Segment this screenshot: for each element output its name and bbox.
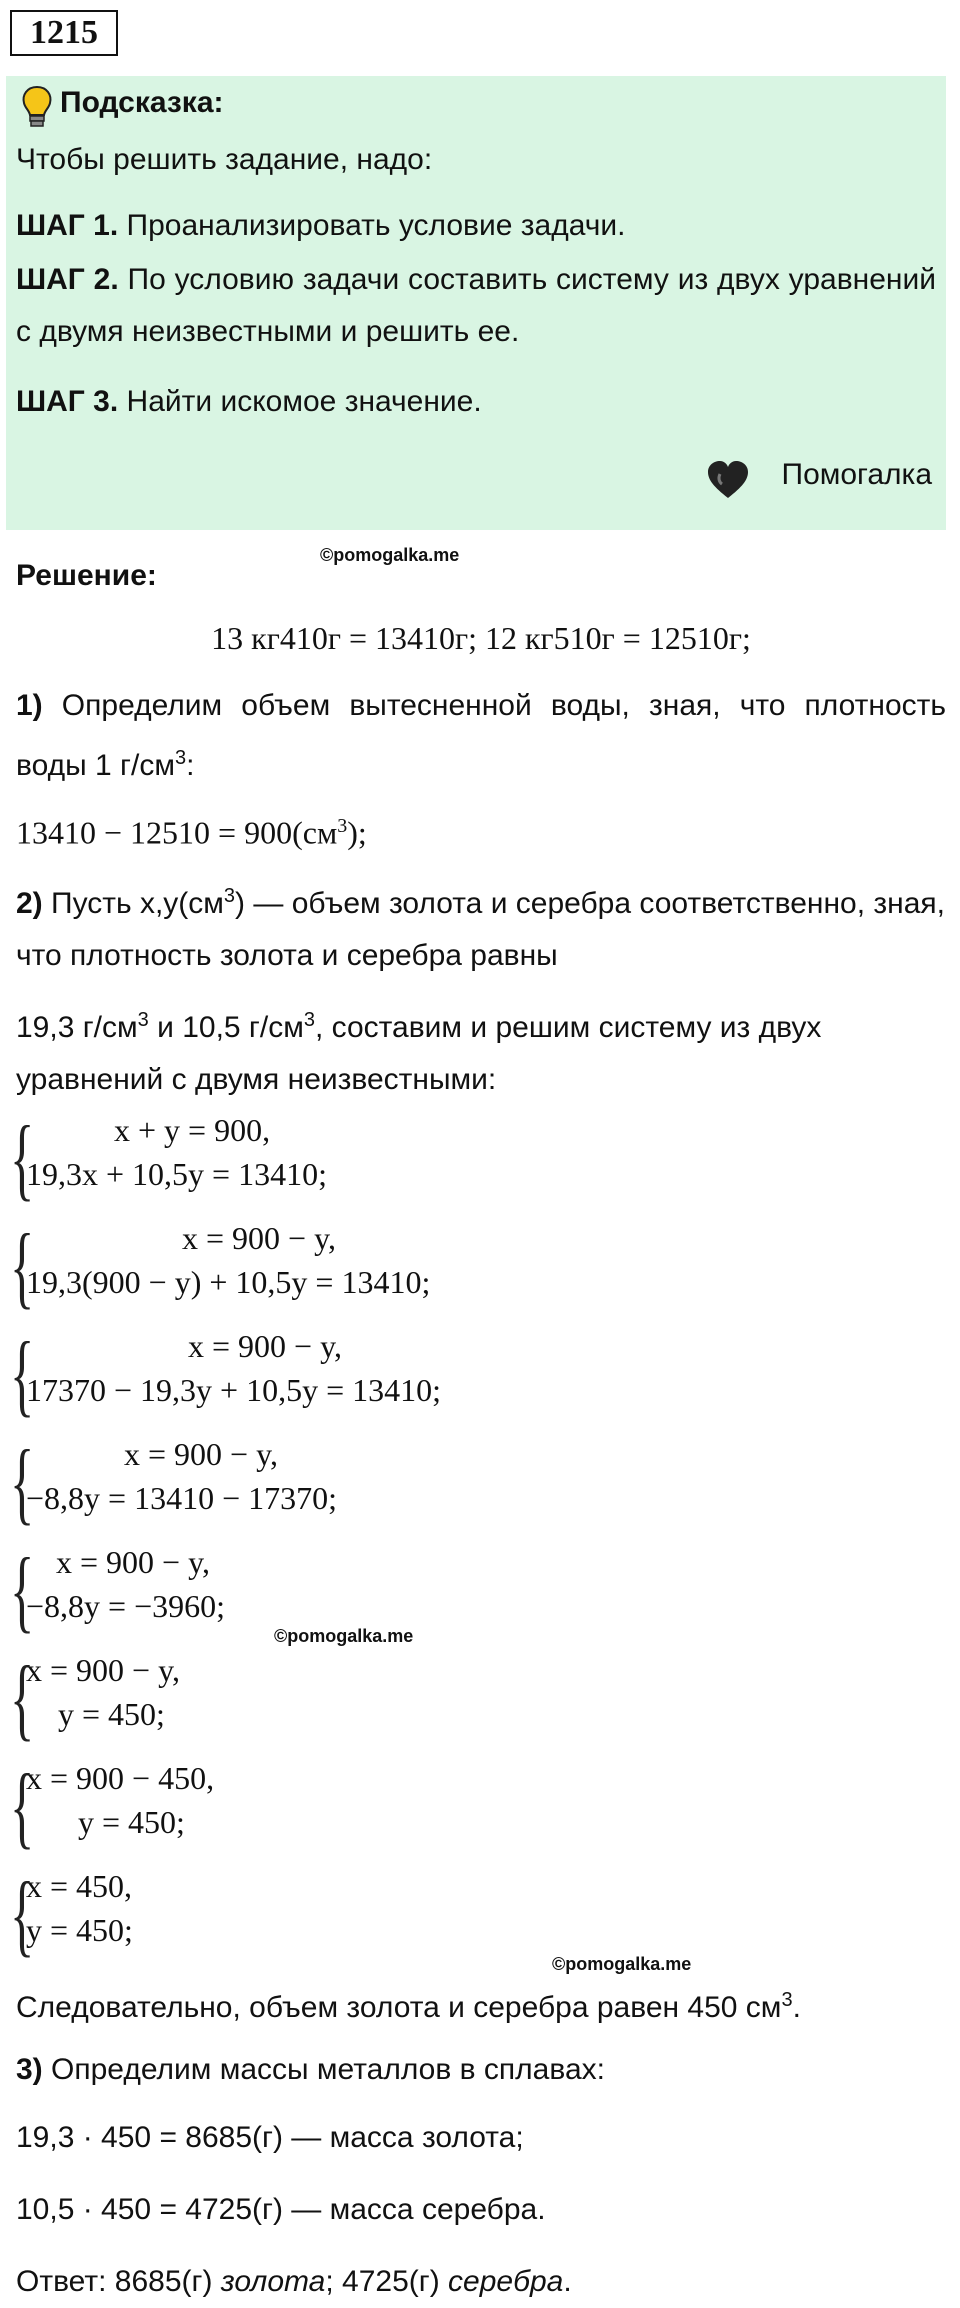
hint-intro: Чтобы решить задание, надо: bbox=[16, 143, 433, 176]
gold-mass: 19,3 · 450 = 8685(г) — масса золота; bbox=[16, 2121, 524, 2154]
heart-icon bbox=[706, 460, 750, 500]
answer-line: Ответ: 8685(г) золота; 4725(г) серебра. bbox=[16, 2265, 572, 2298]
step1-calc: $13410 - 12510 = 900(см^3)$; bbox=[16, 814, 367, 851]
hint-title: Подсказка: bbox=[60, 86, 224, 119]
step1-text: 1) Определим объем вытесненной воды, зная, что плотность воды 1 $г/см^3$: bbox=[16, 689, 946, 782]
conversion-line: 13 кг410г = 13410г; 12 кг510г = 12510г; bbox=[211, 620, 751, 656]
left-brace: { bbox=[10, 1431, 35, 1533]
solution-heading: Решение: bbox=[16, 559, 157, 592]
step2-text: 2) Пусть $x,y(см^3)$ — объем золота и серебра соответственно, зная, что плотность золота и серебра равны bbox=[16, 885, 945, 972]
left-brace: { bbox=[10, 1539, 35, 1641]
hint-step2: ШАГ 2. По условию задачи составить систему из двух уравнений с двумя неизвестными и решить ее. bbox=[16, 263, 936, 348]
brand-label: Помогалка bbox=[781, 458, 932, 491]
left-brace: { bbox=[10, 1107, 35, 1209]
left-brace: { bbox=[10, 1755, 35, 1857]
step2-densities: 19,3 $г/см^3$ и 10,5 $г/см^3$, составим и решим систему из двух уравнений с двумя неизвестными: bbox=[16, 1009, 822, 1096]
left-brace: { bbox=[10, 1647, 35, 1749]
step3-text: 3) Определим массы металлов в сплавах: bbox=[16, 2053, 605, 2086]
watermark: ©pomogalka.me bbox=[274, 1626, 414, 1646]
left-brace: { bbox=[10, 1323, 35, 1425]
hint-box bbox=[6, 76, 946, 530]
watermark: ©pomogalka.me bbox=[320, 545, 460, 565]
hint-step3: ШАГ 3. Найти искомое значение. bbox=[16, 385, 482, 418]
silver-mass: 10,5 · 450 = 4725(г) — масса серебра. bbox=[16, 2193, 546, 2226]
problem-number: 1215 bbox=[10, 10, 118, 56]
lightbulb-icon bbox=[18, 84, 56, 130]
conclusion-text: Следовательно, объем золота и серебра равен 450 $см^3$. bbox=[16, 1989, 801, 2024]
hint-step1: ШАГ 1. Проанализировать условие задачи. bbox=[16, 209, 626, 242]
watermark: ©pomogalka.me bbox=[552, 1954, 692, 1974]
left-brace: { bbox=[10, 1215, 35, 1317]
left-brace: { bbox=[10, 1863, 35, 1965]
